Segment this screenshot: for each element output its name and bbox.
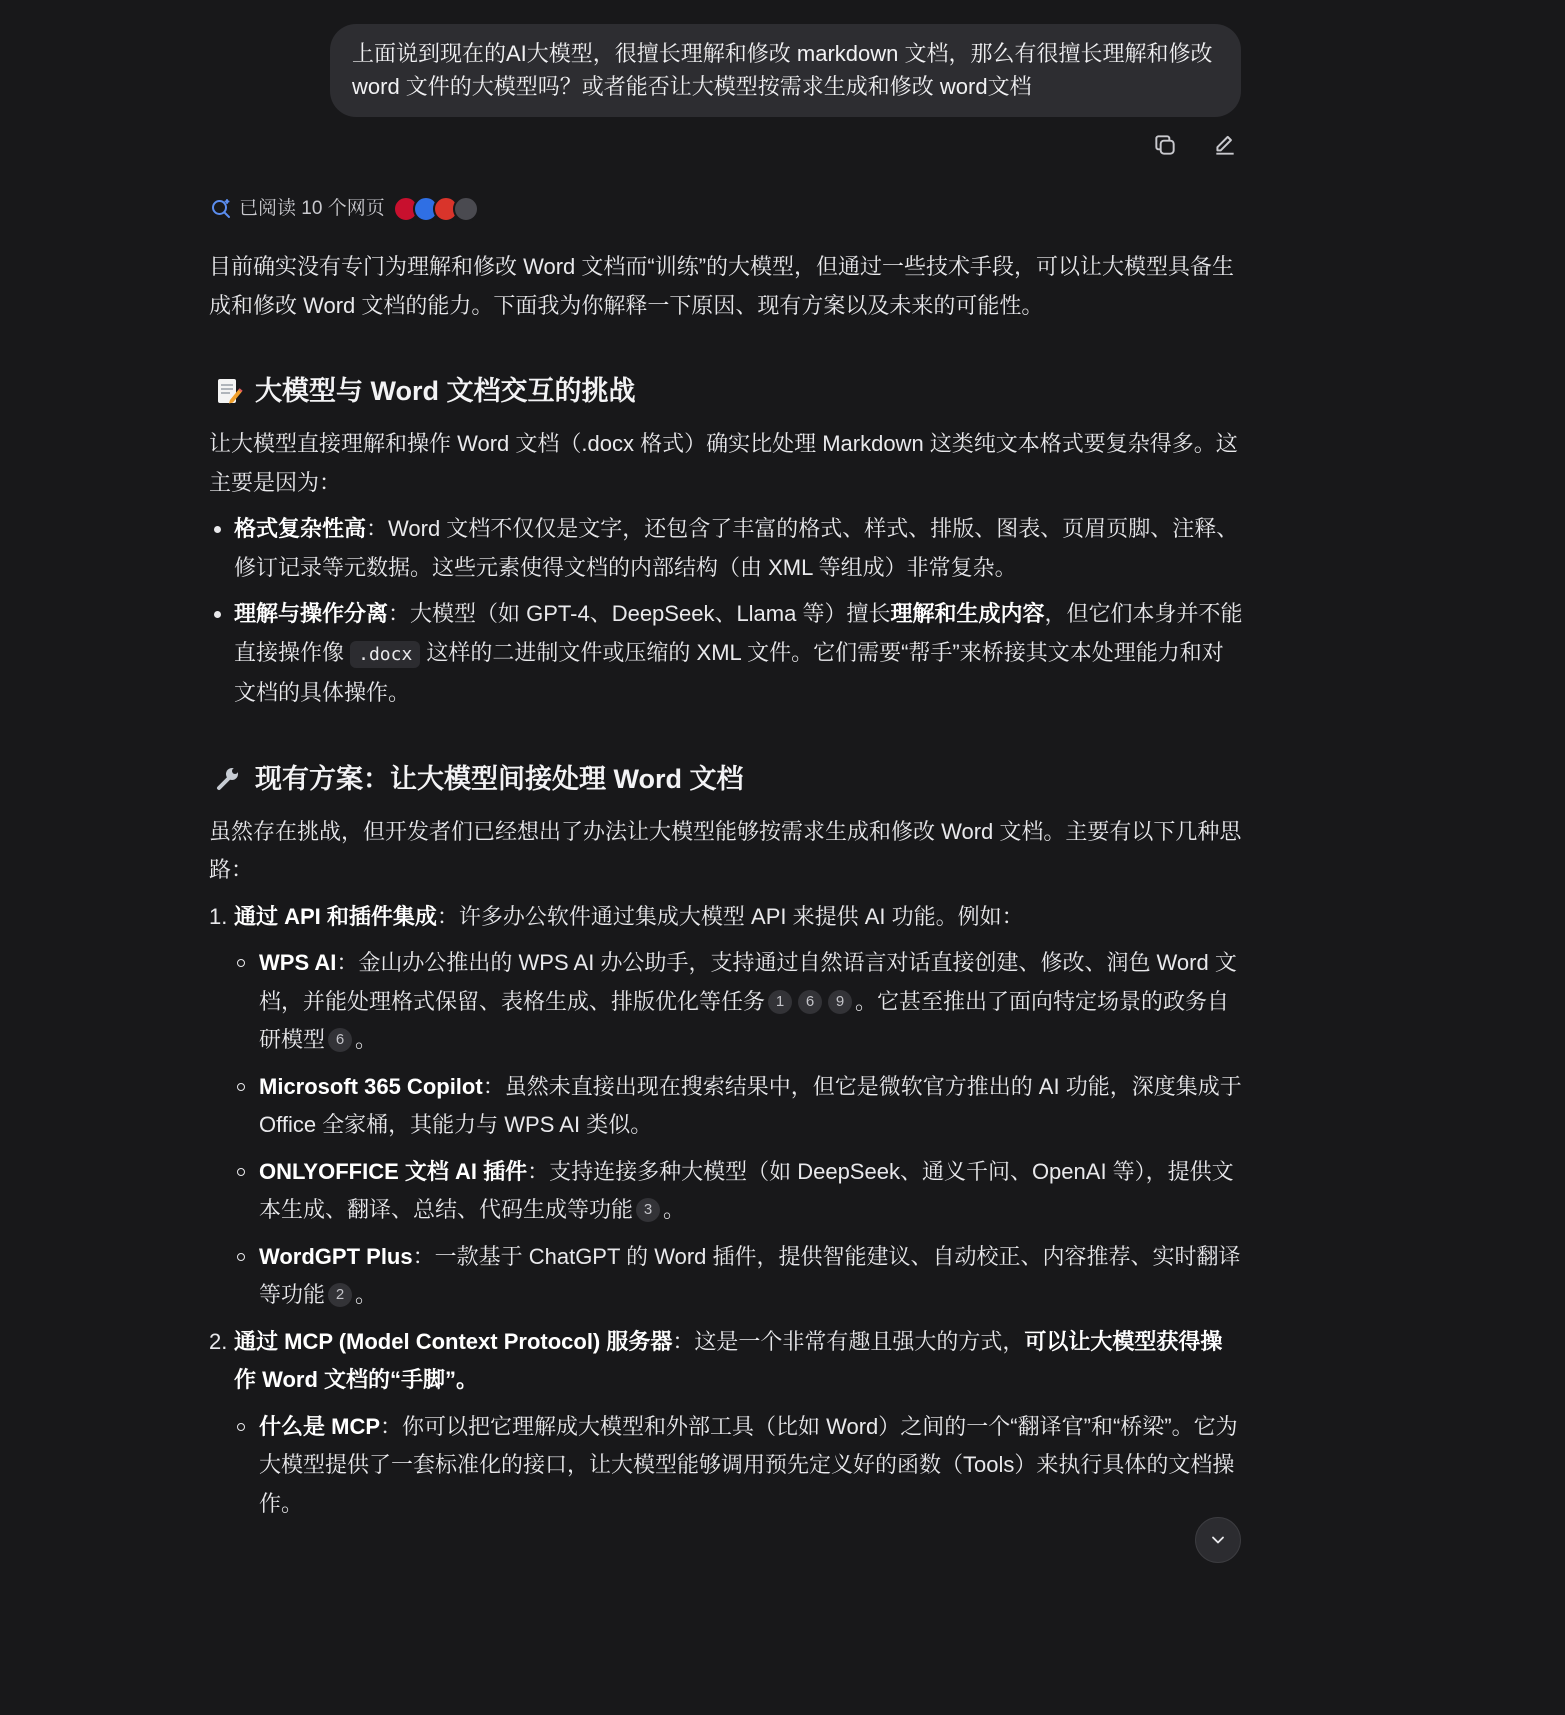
source-favicons [393, 196, 479, 222]
citation-badge[interactable]: 6 [798, 990, 822, 1014]
item-text: 。 [355, 1282, 378, 1307]
item-text: ：支持连接多种大模型（如 DeepSeek、通义千问、OpenAI 等），提供文本生成、翻译、总结、代码生成等功能 [259, 1158, 1234, 1222]
item-text: ：你可以把它理解成大模型和外部工具（比如 Word）之间的一个“翻译官”和“桥梁”。它为大模型提供了一套标准化的接口，让大模型能够调用预先定义好的函数（Tools）来执行具体的文档操作。 [259, 1413, 1238, 1516]
item-bold: Microsoft 365 Copilot [259, 1073, 483, 1099]
item-bold: 通过 MCP (Model Context Protocol) 服务器 [234, 1328, 673, 1354]
section1-intro: 让大模型直接理解和操作 Word 文档（.docx 格式）确实比处理 Markdown 这类纯文本格式要复杂得多。这主要是因为： [209, 431, 1238, 495]
sources-indicator[interactable] [209, 190, 1243, 228]
section2-heading [209, 759, 1243, 799]
sub-list-item [234, 1068, 1243, 1145]
section1-heading [209, 371, 1243, 411]
link-icon [453, 196, 479, 222]
item-bold: ONLYOFFICE 文档 AI 插件 [259, 1158, 528, 1184]
user-message-bubble [330, 24, 1241, 117]
citation-badge[interactable]: 6 [328, 1028, 352, 1052]
section2-list [209, 898, 1243, 1524]
numbered-item [209, 1323, 1243, 1524]
search-spark-icon [209, 197, 233, 221]
copy-button[interactable] [1150, 130, 1180, 160]
item-text: 。它甚至推出了面向特定场景的政务自研模型 [259, 988, 1230, 1052]
scroll-to-bottom-button[interactable] [1195, 1517, 1241, 1563]
inline-code: .docx [350, 641, 420, 668]
sub-list-item [234, 1238, 1243, 1315]
assistant-response [209, 190, 1243, 1523]
sub-list-item [234, 1408, 1243, 1524]
item-text: ：金山办公推出的 WPS AI 办公助手，支持通过自然语言对话直接创建、修改、润色 Word 文档，并能处理格式保留、表格生成、排版优化等任务 [259, 950, 1237, 1014]
item-number: 2. [209, 1328, 228, 1354]
item-text: ：Word 文档不仅仅是文字，还包含了丰富的格式、样式、排版、图表、页眉页脚、注释、修订记录等元数据。这些元素使得文档的内部结构（由 XML 等组成）非常复杂。 [234, 516, 1239, 580]
item-bold: 理解与操作分离 [234, 601, 389, 626]
section2-title: 现有方案：让大模型间接处理 Word 文档 [255, 763, 744, 794]
item-text: ：一款基于 ChatGPT 的 Word 插件，提供智能建议、自动校正、内容推荐、实时翻译等功能 [259, 1243, 1241, 1307]
intro-paragraph: 目前确实没有专门为理解和修改 Word 文档而“训练”的大模型，但通过一些技术手段，可以让大模型具备生成和修改 Word 文档的能力。下面我为你解释一下原因、现有方案以及未来的可能性。 [209, 254, 1235, 318]
sub-list-item [234, 1153, 1243, 1230]
item-text: ，但它们本身并不能直接操作像 [234, 601, 1243, 665]
citation-badge[interactable]: 2 [328, 1283, 352, 1307]
item-number: 1. [209, 903, 228, 929]
item-bold: 可以让大模型获得操作 Word 文档的“手脚”。 [234, 1328, 1223, 1392]
message-actions [1150, 130, 1240, 160]
wrench-icon [213, 764, 243, 794]
sub-list [234, 944, 1243, 1315]
citation-badge[interactable]: 3 [636, 1198, 660, 1222]
sub-list [234, 1408, 1243, 1524]
citation-badge[interactable]: 1 [768, 990, 792, 1014]
sources-label: 已阅读 10 个网页 [239, 197, 385, 219]
edit-button[interactable] [1210, 130, 1240, 160]
item-text: 。 [663, 1197, 686, 1222]
section1-list [209, 510, 1243, 713]
item-text: ：大模型（如 GPT-4、DeepSeek、Llama 等）擅长 [388, 601, 891, 626]
item-text: ：虽然未直接出现在搜索结果中，但它是微软官方推出的 AI 功能，深度集成于 Office 全家桶，其能力与 WPS AI 类似。 [259, 1073, 1242, 1137]
item-bold: 格式复杂性高 [234, 516, 367, 541]
numbered-item [209, 898, 1243, 1315]
item-bold: WPS AI [259, 950, 337, 975]
sub-list-item [234, 944, 1243, 1060]
memo-icon [213, 376, 243, 406]
item-bold: 什么是 MCP [259, 1413, 381, 1439]
list-item [209, 595, 1243, 713]
item-text: ：许多办公软件通过集成大模型 API 来提供 AI 功能。例如： [436, 903, 1024, 929]
list-item [209, 510, 1243, 587]
citation-badge[interactable]: 9 [828, 990, 852, 1014]
item-bold: 通过 API 和插件集成 [234, 903, 437, 929]
chevron-down-icon [1208, 1530, 1228, 1550]
item-text: 这样的二进制文件或压缩的 XML 文件。它们需要“帮手”来桥接其文本处理能力和对文档的具体操作。 [234, 639, 1224, 705]
user-message-text: 上面说到现在的AI大模型，很擅长理解和修改 markdown 文档，那么有很擅长理解和修改 word 文件的大模型吗？或者能否让大模型按需求生成和修改 word文档 [352, 41, 1213, 99]
item-bold: 理解和生成内容 [890, 601, 1045, 626]
item-bold: WordGPT Plus [259, 1243, 413, 1269]
section1-title: 大模型与 Word 文档交互的挑战 [255, 376, 636, 406]
item-text: ：这是一个非常有趣且强大的方式， [672, 1328, 1025, 1354]
section2-intro: 虽然存在挑战，但开发者们已经想出了办法让大模型能够按需求生成和修改 Word 文档。主要有以下几种思路： [209, 818, 1242, 882]
edit-icon [1212, 132, 1238, 158]
item-text: 。 [355, 1027, 378, 1052]
copy-icon [1152, 132, 1178, 158]
